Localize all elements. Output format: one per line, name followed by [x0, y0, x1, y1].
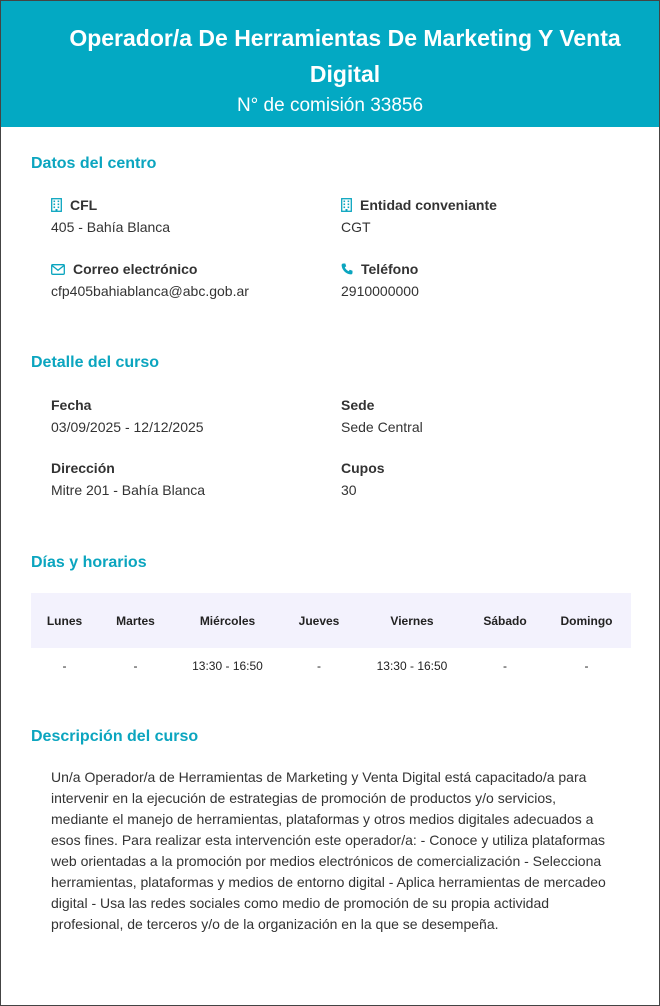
- cfl-value: 405 - Bahía Blanca: [51, 219, 171, 235]
- commission-number: N° de comisión 33856: [236, 95, 424, 116]
- time-cell: -: [317, 658, 321, 673]
- field-entidad: [341, 197, 497, 235]
- phone-icon: [341, 263, 353, 275]
- course-description: Un/a Operador/a de Herramientas de Marketing y Venta Digital está capacitado/a para intervenir en la ejecución de estrategias de promoción de productos y/o servicios, mediante el manejo de herramientas, plataformas y otros medios digitales adecuados a esos fines. Para realizar esta intervención este operador/a: - Conoce y utiliza plataformas web orientadas a la promoción por medios electrónicos de comercialización - Selecciona herramientas, plataformas y medios de entorno digital - Aplica herramientas de mercadeo digital - Usa las redes sociales como medio de promoción de su propia actividad profesional, de terceros y/o de la organización en la que se desempeña.: [51, 769, 606, 932]
- section-title-curso: Detalle del curso: [31, 354, 160, 371]
- building-icon: [341, 198, 352, 212]
- phone-label: Teléfono: [361, 261, 419, 277]
- section-title-centro: Datos del centro: [31, 155, 157, 172]
- field-cupos: [341, 460, 385, 498]
- cupos-value: 30: [341, 482, 357, 498]
- email-value: cfp405bahiablanca@abc.gob.ar: [51, 283, 249, 299]
- time-cell: -: [503, 658, 507, 673]
- day-header: Miércoles: [173, 593, 282, 648]
- section-title-horarios: Días y horarios: [31, 554, 147, 571]
- direccion-label: Dirección: [51, 460, 115, 476]
- building-icon: [51, 198, 62, 212]
- schedule-header-row: [31, 593, 631, 648]
- time-cell: 13:30 - 16:50: [376, 658, 448, 673]
- entidad-value: CGT: [341, 219, 371, 235]
- time-cell: -: [584, 658, 589, 673]
- field-sede: [341, 397, 423, 435]
- section-title-descripcion: Descripción del curso: [31, 728, 199, 745]
- fecha-label: Fecha: [51, 397, 92, 413]
- field-cfl: [51, 197, 170, 235]
- course-title: Operador/a De Herramientas De Marketing Y Venta Digital: [69, 25, 621, 87]
- field-email: [51, 261, 249, 299]
- day-header: Domingo: [542, 593, 631, 648]
- day-header: Lunes: [31, 593, 98, 648]
- sede-label: Sede: [341, 397, 375, 413]
- day-header: Viernes: [356, 593, 468, 648]
- day-header: Jueves: [282, 593, 356, 648]
- time-cell: -: [62, 658, 67, 673]
- field-phone: [341, 261, 419, 299]
- field-fecha: [51, 397, 204, 435]
- fecha-value: 03/09/2025 - 12/12/2025: [51, 419, 204, 435]
- day-header: Martes: [98, 593, 173, 648]
- time-cell: -: [133, 658, 138, 673]
- direccion-value: Mitre 201 - Bahía Blanca: [51, 482, 206, 498]
- envelope-icon: [51, 264, 65, 275]
- course-header: [1, 1, 659, 127]
- sede-value: Sede Central: [341, 419, 423, 435]
- day-header: Sábado: [468, 593, 542, 648]
- cupos-label: Cupos: [341, 460, 385, 476]
- schedule-row: [31, 648, 631, 683]
- time-cell: 13:30 - 16:50: [192, 658, 263, 673]
- entidad-label: Entidad conveniante: [360, 197, 497, 213]
- field-direccion: [51, 460, 205, 498]
- email-label: Correo electrónico: [73, 261, 198, 277]
- schedule-table: [31, 593, 631, 683]
- phone-value: 2910000000: [341, 283, 419, 299]
- cfl-label: CFL: [70, 197, 98, 213]
